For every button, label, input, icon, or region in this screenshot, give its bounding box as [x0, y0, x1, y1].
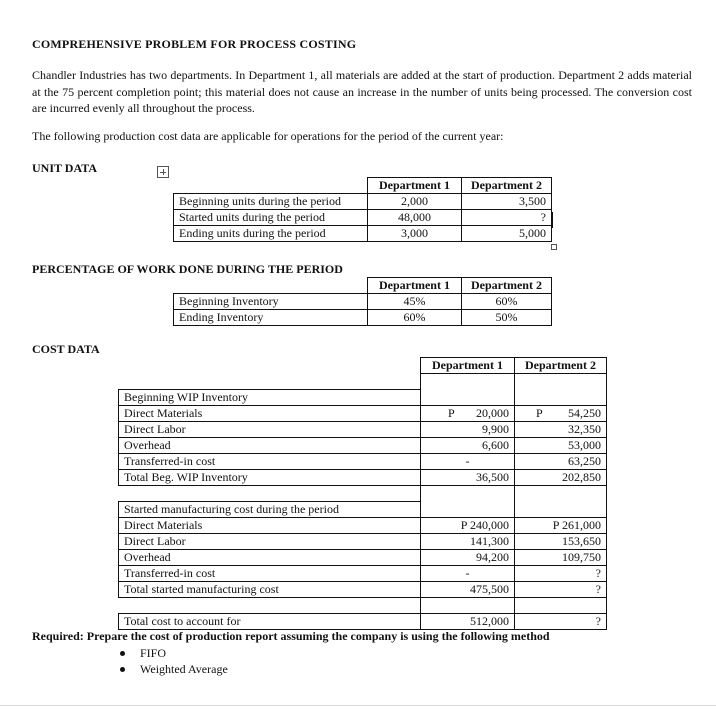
cell-dept2: 63,250 [515, 454, 607, 470]
table-row [174, 294, 552, 310]
cell-dept2: 109,750 [515, 550, 607, 566]
unit-data-heading: UNIT DATA [32, 161, 98, 175]
cell-dept2: 202,850 [515, 470, 607, 486]
intro-paragraph: Chandler Industries has two departments. In Department 1, all materials are added at the start of production. Department 2 adds material at the 75 percent completion point; this material does not cause an increase in the number of units being processed. The conversion cost are incurred evenly all throughout the process. [32, 68, 692, 115]
table-row [119, 534, 607, 550]
required-text: Required: Prepare the cost of production report assuming the company is using the following method [32, 629, 550, 643]
table-resize-icon[interactable] [551, 244, 557, 250]
bullet-icon [120, 667, 125, 672]
row-label: Transferred-in cost [119, 566, 421, 582]
table-row [119, 470, 607, 486]
cell-dept1: 36,500 [421, 470, 515, 486]
cell-dept1: P 240,000 [421, 518, 515, 534]
intro-paragraph-2: The following production cost data are applicable for operations for the period of the current year: [32, 129, 504, 143]
row-label: Overhead [119, 438, 421, 454]
row-label: Beginning units during the period [174, 194, 368, 210]
unit-col-dept1: Department 1 [368, 178, 462, 194]
table-row [174, 310, 552, 326]
cell-dept2: ? [515, 614, 607, 630]
cost-data-table [118, 357, 607, 630]
row-label: Total started manufacturing cost [119, 582, 421, 598]
cell-dept2: 32,350 [515, 422, 607, 438]
table-row [119, 614, 607, 630]
document-title: COMPREHENSIVE PROBLEM FOR PROCESS COSTING [32, 37, 357, 51]
cell-dept2: 50% [462, 310, 552, 326]
cell-dept2: 5,000 [462, 226, 552, 242]
table-row [119, 438, 607, 454]
table-row [119, 422, 607, 438]
peso-sign: P [536, 406, 543, 420]
text-cursor [552, 212, 553, 228]
row-label: Ending units during the period [174, 226, 368, 242]
unit-data-table [173, 177, 552, 242]
cost-data-heading: COST DATA [32, 342, 100, 356]
cell-dept1: 141,300 [421, 534, 515, 550]
row-label: Direct Materials [119, 406, 421, 422]
row-label: Ending Inventory [174, 310, 368, 326]
table-row [119, 518, 607, 534]
table-row [174, 226, 552, 242]
list-item: Weighted Average [120, 662, 228, 677]
cell-dept2: P 261,000 [515, 518, 607, 534]
cell-dept1: 6,600 [421, 438, 515, 454]
pct-col-dept2: Department 2 [462, 278, 552, 294]
row-label: Beginning Inventory [174, 294, 368, 310]
cell-dept1: - [421, 566, 515, 582]
cell-dept2: 3,500 [462, 194, 552, 210]
row-label: Started units during the period [174, 210, 368, 226]
cell-dept1: 45% [368, 294, 462, 310]
cost-col-dept2: Department 2 [515, 358, 607, 374]
cell-dept1: - [421, 454, 515, 470]
cost-col-dept1: Department 1 [421, 358, 515, 374]
table-row [119, 550, 607, 566]
cell-dept1: 48,000 [368, 210, 462, 226]
table-row [174, 194, 552, 210]
row-label: Total Beg. WIP Inventory [119, 470, 421, 486]
started-cost-title: Started manufacturing cost during the period [119, 502, 421, 518]
cell-dept1: 512,000 [421, 614, 515, 630]
cell-dept1: 475,500 [421, 582, 515, 598]
cell-dept1: 60% [368, 310, 462, 326]
unit-col-dept2: Department 2 [462, 178, 552, 194]
cell-dept1: 20,000 [476, 406, 509, 420]
row-label: Transferred-in cost [119, 454, 421, 470]
row-label: Direct Materials [119, 518, 421, 534]
row-label: Direct Labor [119, 534, 421, 550]
bullet-icon [120, 651, 125, 656]
list-item: FIFO [120, 646, 166, 661]
table-row [119, 406, 607, 422]
cell-dept2: 153,650 [515, 534, 607, 550]
table-row [119, 454, 607, 470]
cell-dept2: 54,250 [568, 406, 601, 420]
cell-dept2: ? [515, 566, 607, 582]
pct-col-dept1: Department 1 [368, 278, 462, 294]
row-label: Overhead [119, 550, 421, 566]
percentage-heading: PERCENTAGE OF WORK DONE DURING THE PERIOD [32, 262, 343, 276]
cell-dept1: 3,000 [368, 226, 462, 242]
cell-dept2: ? [515, 582, 607, 598]
cell-dept1: 94,200 [421, 550, 515, 566]
table-move-icon[interactable] [157, 166, 169, 178]
table-row [119, 566, 607, 582]
row-label: Direct Labor [119, 422, 421, 438]
cell-dept2: 53,000 [515, 438, 607, 454]
peso-sign: P [448, 406, 455, 420]
beg-wip-title: Beginning WIP Inventory [119, 390, 421, 406]
page-divider [0, 705, 716, 706]
percentage-table [173, 277, 552, 326]
cell-dept2: ? [462, 210, 552, 226]
row-label: Total cost to account for [119, 614, 421, 630]
table-row [119, 582, 607, 598]
table-row [174, 210, 552, 226]
cell-dept1: 9,900 [421, 422, 515, 438]
cell-dept1: 2,000 [368, 194, 462, 210]
cell-dept2: 60% [462, 294, 552, 310]
